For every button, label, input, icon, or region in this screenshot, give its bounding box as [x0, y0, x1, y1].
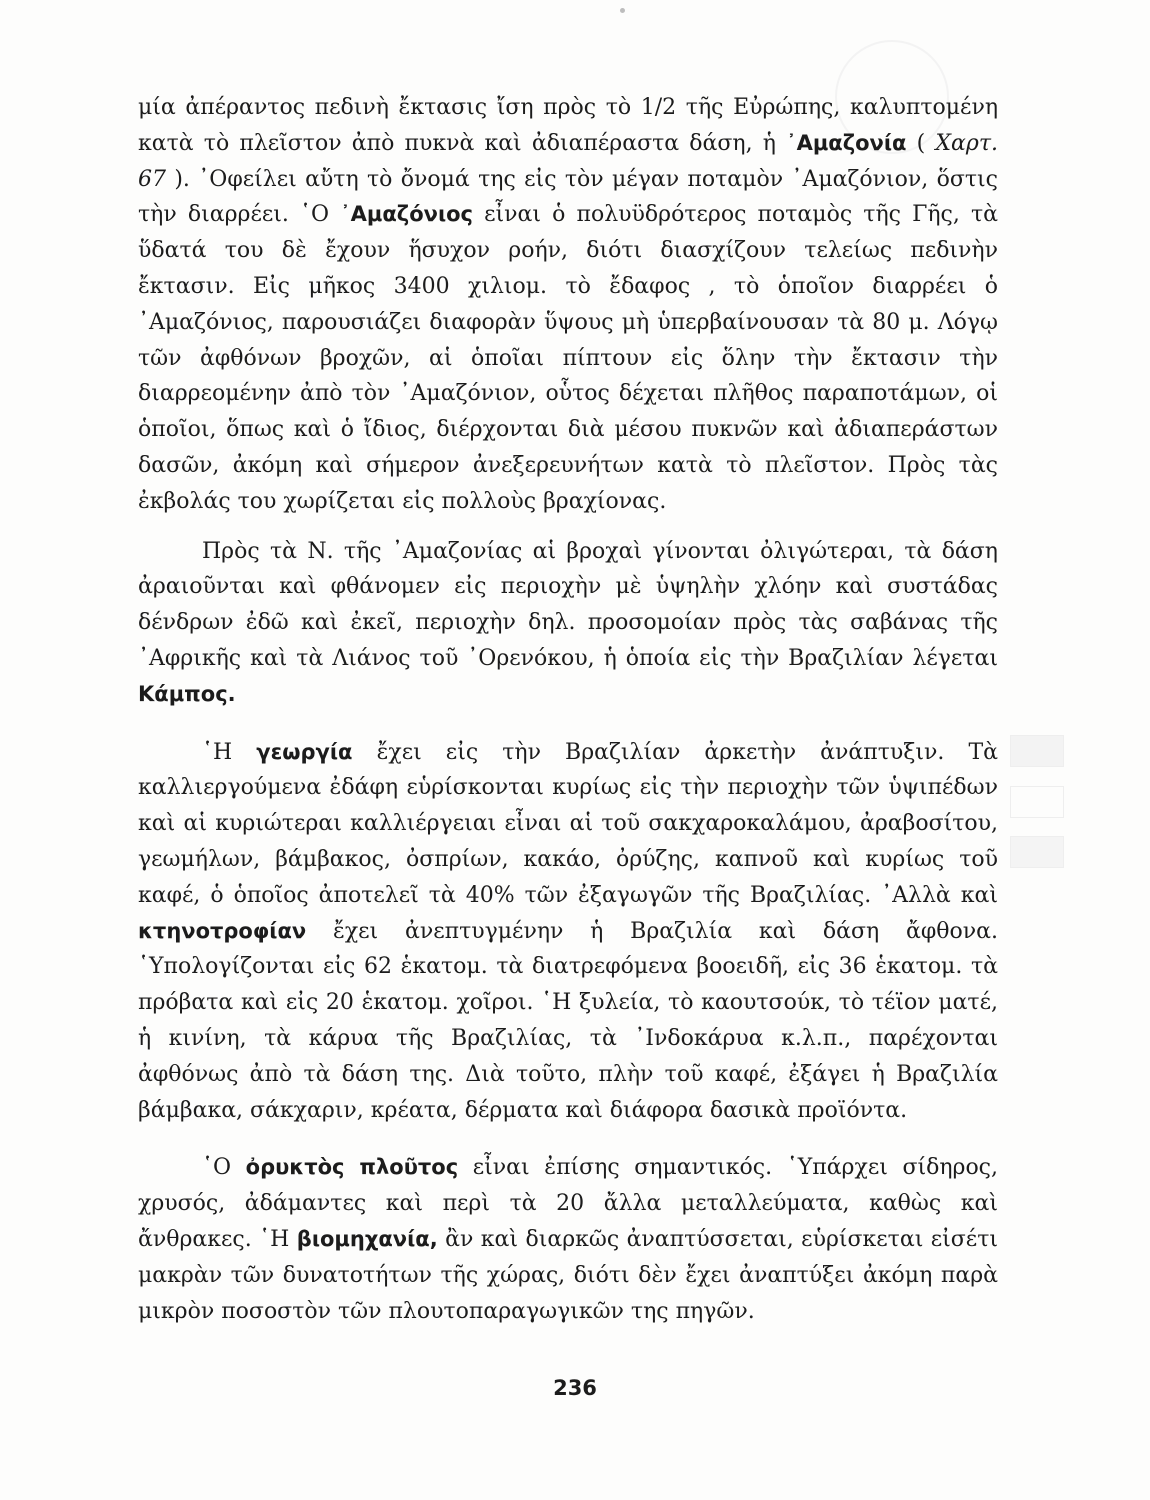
text-run: (	[906, 130, 936, 156]
bold-term: ὀρυκτὸς πλοῦτος	[245, 1155, 459, 1180]
bleed-through-box	[1010, 786, 1064, 818]
bleed-through-box	[1010, 735, 1064, 767]
bold-term: κτηνοτροφίαν	[138, 918, 307, 943]
text-run: εἶναι ὁ πολυϋδρότερος ποταμὸς τῆς Γῆς, τὰ ὕδατά του δὲ ἔχουν ἥσυχον ροήν, διότι διασχίζουν τελείως πεδινὴν ἔκτασιν. Εἰς μῆκος 3400 χιλιομ. τὸ ἔδαφος , τὸ ὁποῖον διαρρέει ὁ ᾿Αμαζόνιος, παρουσιάζει διαφορὰν ὕψους μὴ ὑπερβαίνουσαν τὰ 80 μ. Λόγῳ τῶν ἀφθόνων βροχῶν, αἱ ὁποῖαι πίπτουν εἰς ὅλην τὴν ἔκτασιν τὴν διαρρεομένην ἀπὸ τὸν ᾿Αμαζόνιον, οὗτος δέχεται πλῆθος παραποτάμων, οἱ ὁποῖοι, ὅπως καὶ ὁ ἴδιος, διέρχονται διὰ μέσου πυκνῶν καὶ ἀδιαπεράστων δασῶν, ἀκόμη καὶ σήμερον ἀνεξερευνήτων κατὰ τὸ πλεῖστον. Πρὸς τὰς ἐκβολάς του χωρίζεται εἰς πολλοὺς βραχίονας.	[138, 202, 998, 514]
text-run: μία ἀπέραντος πεδινὴ ἔκτασις ἴση πρὸς τὸ 1/2 τῆς Εὐρώπης, καλυπτομένη κατὰ τὸ πλεῖστον ἀπὸ πυκνὰ καὶ ἀδιαπέραστα δάση, ἡ	[138, 95, 998, 156]
bold-term: βιομηχανία,	[296, 1226, 438, 1251]
text-run: εἶναι ἐπίσης σημαντικός. ῾Υπάρχει σίδηρος, χρυσός, ἀδάμαντες καὶ περὶ τὰ 20 ἄλλα μεταλλεύματα, καθὼς καὶ ἄνθρακες. ῾Η	[138, 1155, 999, 1252]
text-run: ). ᾿Οφείλει αὔτη τὸ ὄνομά της εἰς τὸν μέγαν ποταμὸν ᾿Αμαζόνιον, ὅστις τὴν διαρρέει. ῾Ο	[138, 166, 998, 228]
bold-term: Κάμπος.	[138, 681, 236, 706]
bold-term: γεωργία	[256, 739, 353, 764]
italic-reference: Χαρτ. 67	[138, 130, 998, 192]
bold-term: ᾿Αμαζονία	[786, 130, 907, 155]
speck	[620, 8, 625, 13]
text-run: ἔχει εἰς τὴν Βραζιλίαν ἀρκετὴν ἀνάπτυξιν. Τὰ καλλιεργούμενα ἐδάφη εὑρίσκονται κυρίως εἰς τὴν περιοχὴν τῶν ὑψιπέδων καὶ αἱ κυριώτεραι καλλιέργειαι εἶναι αἱ τοῦ σακχαροκαλάμου, ἀραβοσίτου, γεωμήλων, βάμβακος, ὀσπρίων, κακάο, ὀρύζης, καπνοῦ καὶ κυρίως τοῦ καφέ, ὁ ὁποῖος ἀποτελεῖ τὰ 40% τῶν ἐξαγωγῶν τῆς Βραζιλίας. ᾿Αλλὰ καὶ	[138, 739, 998, 908]
bleed-through-box	[1010, 836, 1064, 868]
body-text	[138, 90, 998, 1329]
paragraph-kampos	[138, 534, 998, 713]
text-run: Πρὸς τὰ Ν. τῆς ᾿Αμαζονίας αἱ βροχαὶ γίνονται ὀλιγώτεραι, τὰ δάση ἀραιοῦνται καὶ φθάνομεν εἰς περιοχὴν μὲ ὑψηλὴν χλόην καὶ συστάδας δένδρων ἐδῶ καὶ ἐκεῖ, περιοχὴν δηλ. προσομοίαν πρὸς τὰς σαβάνας τῆς ᾿Αφρικῆς καὶ τὰ Λιάνος τοῦ ᾿Ορενόκου, ἡ ὁποία εἰς τὴν Βραζιλίαν λέγεται	[138, 538, 998, 671]
text-run: ῾Ο	[202, 1155, 246, 1181]
page-number: 236	[553, 1376, 597, 1400]
text-run: ἂν καὶ διαρκῶς ἀναπτύσσεται, εὑρίσκεται εἰσέτι μακρὰν τῶν δυνατοτήτων τῆς χώρας, διότι δὲν ἔχει ἀναπτύξει ἀκόμη παρὰ μικρὸν ποσοστὸν τῶν πλουτοπαραγωγικῶν της πηγῶν.	[138, 1226, 998, 1324]
text-run: ἔχει ἀνεπτυγμένην ἡ Βραζιλία καὶ δάση ἄφθονα. ῾Υπολογίζονται εἰς 62 ἑκατομ. τὰ διατρεφόμενα βοοειδῆ, εἰς 36 ἑκατομ. τὰ πρόβατα καὶ εἰς 20 ἑκατομ. χοῖροι. ῾Η ξυλεία, τὸ καουτσούκ, τὸ τέϊον ματέ, ἡ κινίνη, τὰ κάρυα τῆς Βραζιλίας, τὰ ᾿Ινδοκάρυα κ.λ.π., παρέχονται ἀφθόνως ἀπὸ τὰ δάση της. Διὰ τοῦτο, πλὴν τοῦ καφέ, ἐξάγει ἡ Βραζιλία βάμβακα, σάκχαριν, κρέατα, δέρματα καὶ διάφορα δασικὰ προϊόντα.	[138, 918, 998, 1123]
paragraph-agriculture	[138, 735, 998, 1129]
paragraph-minerals	[138, 1150, 998, 1329]
paragraph-amazonia	[138, 90, 998, 520]
text-run: ῾Η	[202, 739, 257, 765]
bold-term: ᾿Αμαζόνιος	[340, 202, 474, 227]
